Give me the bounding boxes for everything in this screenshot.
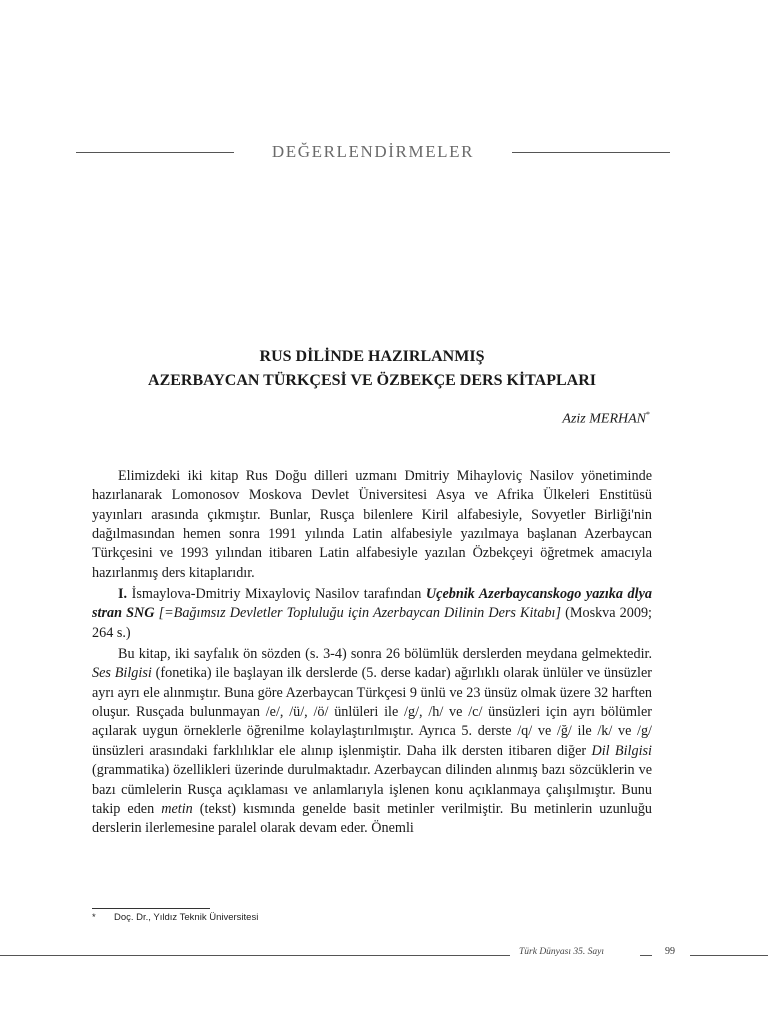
term-dil-bilgisi: Dil Bilgisi	[591, 742, 652, 759]
book-authors: İsmaylova-Dmitriy Mixayloviç Nasilov tarafından	[127, 586, 426, 603]
paragraph-3-text-b: (fonetika) ile başlayan ilk derslerde (5. derse kadar) ağırlıklı olarak ünlüler ve ünsüzler ayrı ayrı ele alınmıştır. Buna göre Azerbaycan Türkçesi 9 ünlü ve 23 ünsüz olmak üzere 32 harften oluşur. Rusçada bulunmayan /e/, /ü/, /ö/ ünlüleri ile /g/, /h/ ve /c/ ünsüzleri için ayrı bölümler açılarak uygun örneklerle öğrenilme kolaylaştırılmıştır. Ayrıca 5. derste /q/ ve /ğ/ ile /k/ ve /g/ ünsüzleri arasındaki farklılıklar ele alınıp işlenmiştir. Daha ilk dersten itibaren diğer	[92, 665, 652, 759]
author	[562, 410, 650, 428]
term-metin: metin	[161, 800, 193, 817]
paragraph-3-text-a: Bu kitap, iki sayfalık ön sözden (s. 3-4) sonra 26 bölümlük derslerden meydana gelmektedir.	[118, 646, 652, 663]
paragraph-3-text-d: (tekst) kısmında genelde basit metinler verilmiştir. Bu metinlerin uzunluğu derslerin ilerlemesine paralel olarak devam eder. Önemli	[92, 800, 653, 837]
paragraph-3-text-c: (grammatika) özellikleri üzerinde durulmaktadır. Azerbaycan dilinden alınmış bazı sözcüklerin ve bazı cümlelerin Rusça açıklaması ve anlamlarıyla işlenen konu açıklanmaya çalışılmıştır. Bunu takip eden	[92, 762, 652, 817]
term-ses-bilgisi: Ses Bilgisi	[92, 665, 152, 682]
paragraph-3	[92, 645, 652, 838]
paragraph-1: Elimizdeki iki kitap Rus Doğu dilleri uzmanı Dmitriy Mihayloviç Nasilov yönetiminde hazırlanarak Lomonosov Moskova Devlet Üniversitesi Asya ve Afrika Ülkeleri Enstitüsü yayınları arasında çıkmıştır. Bunlar, Rusça bilenlere Kiril alfabesiyle, Sovyetler Birliği'nin dağılmasından hemen sonra 1991 yılında Latin alfabesiyle yazılmaya başlanan Azerbaycan Türkçesini ve 1993 yılından itibaren Latin alfabesiyle yazılan Özbekçeyi öğretmek amacıyla hazırlanmış ders kitaplarıdır.	[92, 468, 652, 581]
book-title-translation: [=Bağımsız Devletler Topluluğu için Azerbaycan Dilinin Ders Kitabı]	[154, 605, 562, 622]
header-rule-left	[76, 152, 234, 153]
title-line-1: RUS DİLİNDE HAZIRLANMIŞ	[259, 348, 485, 365]
article-body	[92, 467, 652, 839]
section-numeral: I.	[118, 586, 128, 603]
publication-info: (Moskva 2009; 264 s.)	[92, 605, 652, 641]
section-label: DEĞERLENDİRMELER	[271, 142, 475, 161]
paragraph-2	[92, 585, 652, 643]
section-header	[76, 137, 670, 167]
footer-dash	[640, 955, 652, 956]
header-rule-right	[512, 152, 670, 153]
footer-rule-right	[690, 955, 768, 956]
footnote	[92, 912, 258, 923]
book-title: Uçebnik Azerbaycanskogo yazıka dlya stran SNG	[92, 586, 652, 622]
footer-journal-name: Türk Dünyası 35. Sayı	[519, 947, 604, 957]
title-line-2: AZERBAYCAN TÜRKÇESİ VE ÖZBEKÇE DERS KİTAPLARI	[148, 372, 596, 389]
article-title	[92, 345, 652, 393]
footnote-text: Doç. Dr., Yıldız Teknik Üniversitesi	[114, 912, 259, 923]
author-name: Aziz MERHAN	[562, 411, 646, 427]
footnote-rule	[92, 908, 210, 909]
footnote-mark: *	[92, 912, 96, 923]
page-number: 99	[665, 946, 675, 957]
footer-rule-left	[0, 955, 510, 956]
author-footnote-mark: *	[646, 410, 650, 419]
